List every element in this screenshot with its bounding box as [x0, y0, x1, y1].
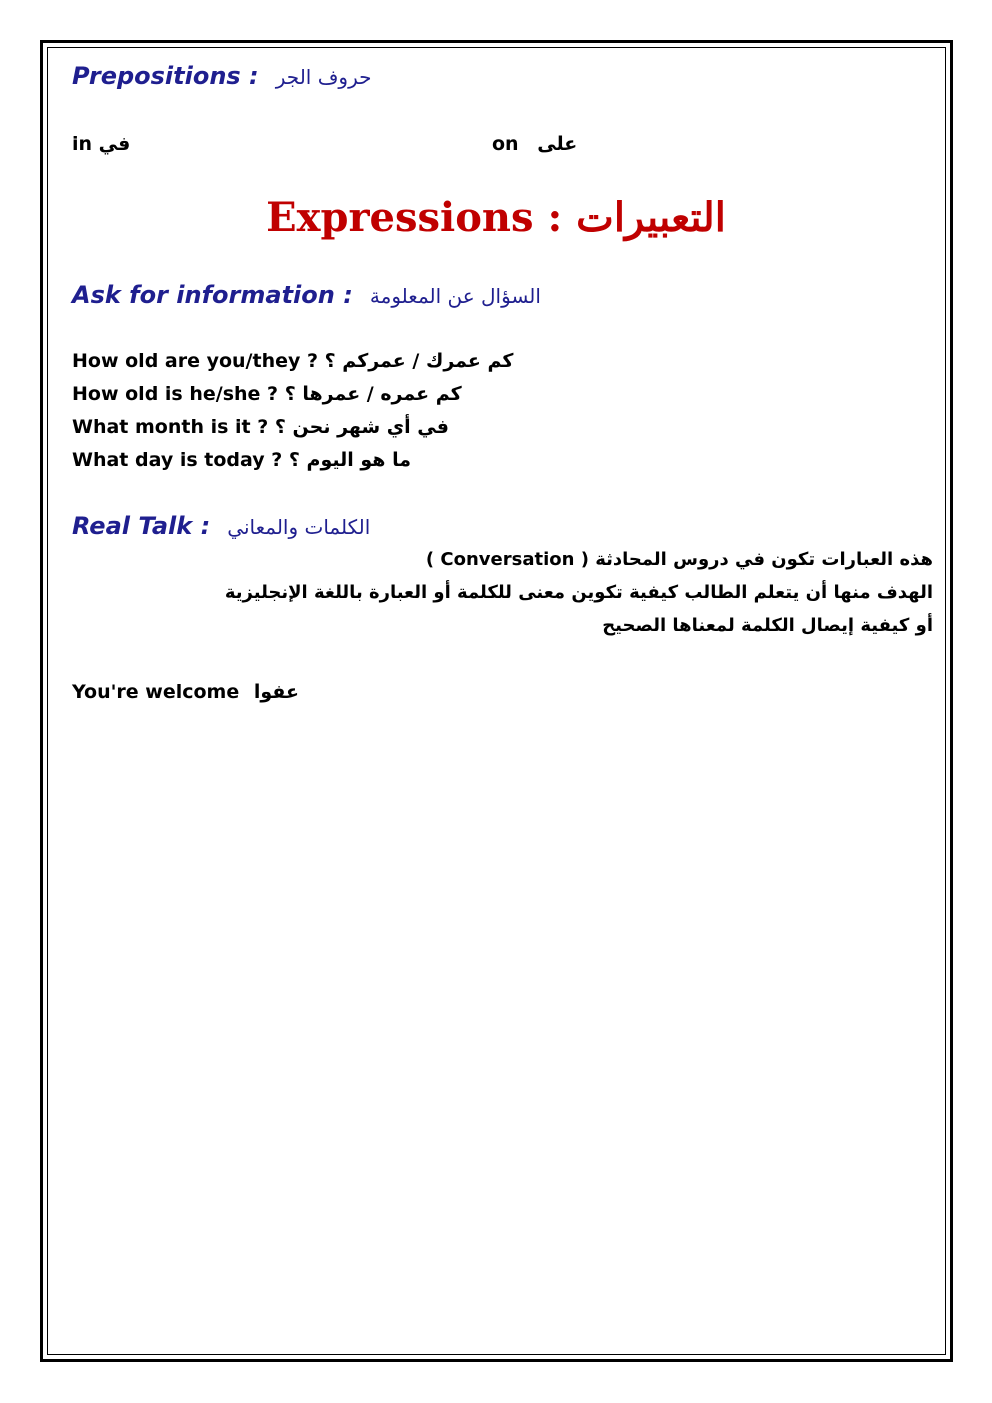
- preposition-in: [72, 133, 130, 155]
- ask-line-ar: كم عمره / عمرها ؟: [284, 383, 462, 405]
- preposition-in-ar: في: [98, 133, 131, 155]
- ask-line-en: How old is he/she ?: [72, 383, 279, 405]
- preposition-on-ar: على: [537, 133, 578, 155]
- prepositions-heading: [72, 62, 372, 90]
- prepositions-label-en: Prepositions :: [72, 62, 259, 90]
- preposition-on: [492, 133, 577, 155]
- example-phrase: [72, 681, 299, 703]
- expressions-title-ar: التعبيرات: [576, 194, 726, 241]
- real-talk-heading: [72, 512, 370, 540]
- ask-line-en: How old are you/they ?: [72, 350, 319, 372]
- real-talk-line-2: الهدف منها أن يتعلم الطالب كيفية تكوين معنى للكلمة أو العبارة باللغة الإنجليزية: [224, 582, 933, 603]
- ask-line-en: What day is today ?: [72, 449, 283, 471]
- ask-line: [72, 383, 462, 405]
- ask-line: [72, 350, 513, 372]
- real-talk-line-3: أو كيفية إيصال الكلمة لمعناها الصحيح: [602, 615, 933, 636]
- ask-info-heading: [72, 281, 541, 309]
- ask-info-label-en: Ask for information :: [72, 281, 353, 309]
- preposition-in-en: in: [72, 133, 93, 155]
- ask-info-label-ar: السؤال عن المعلومة: [369, 284, 541, 308]
- expressions-title: [0, 194, 992, 241]
- real-talk-line-1: هذه العبارات تكون في دروس المحادثة ( Conversation ): [425, 549, 933, 570]
- ask-line: [72, 416, 449, 438]
- ask-line-ar: في أي شهر نحن ؟: [274, 416, 449, 438]
- expressions-title-en: Expressions :: [266, 194, 563, 241]
- real-talk-label-ar: الكلمات والمعاني: [227, 515, 371, 539]
- example-phrase-en: You're welcome: [72, 681, 240, 703]
- example-phrase-ar: عفوا: [253, 681, 299, 703]
- ask-line-en: What month is it ?: [72, 416, 269, 438]
- ask-line-ar: ما هو اليوم ؟: [288, 449, 411, 471]
- prepositions-label-ar: حروف الجر: [275, 65, 372, 89]
- ask-line: [72, 449, 411, 471]
- real-talk-label-en: Real Talk :: [72, 512, 211, 540]
- preposition-on-en: on: [492, 133, 519, 155]
- ask-line-ar: كم عمرك / عمركم ؟: [324, 350, 514, 372]
